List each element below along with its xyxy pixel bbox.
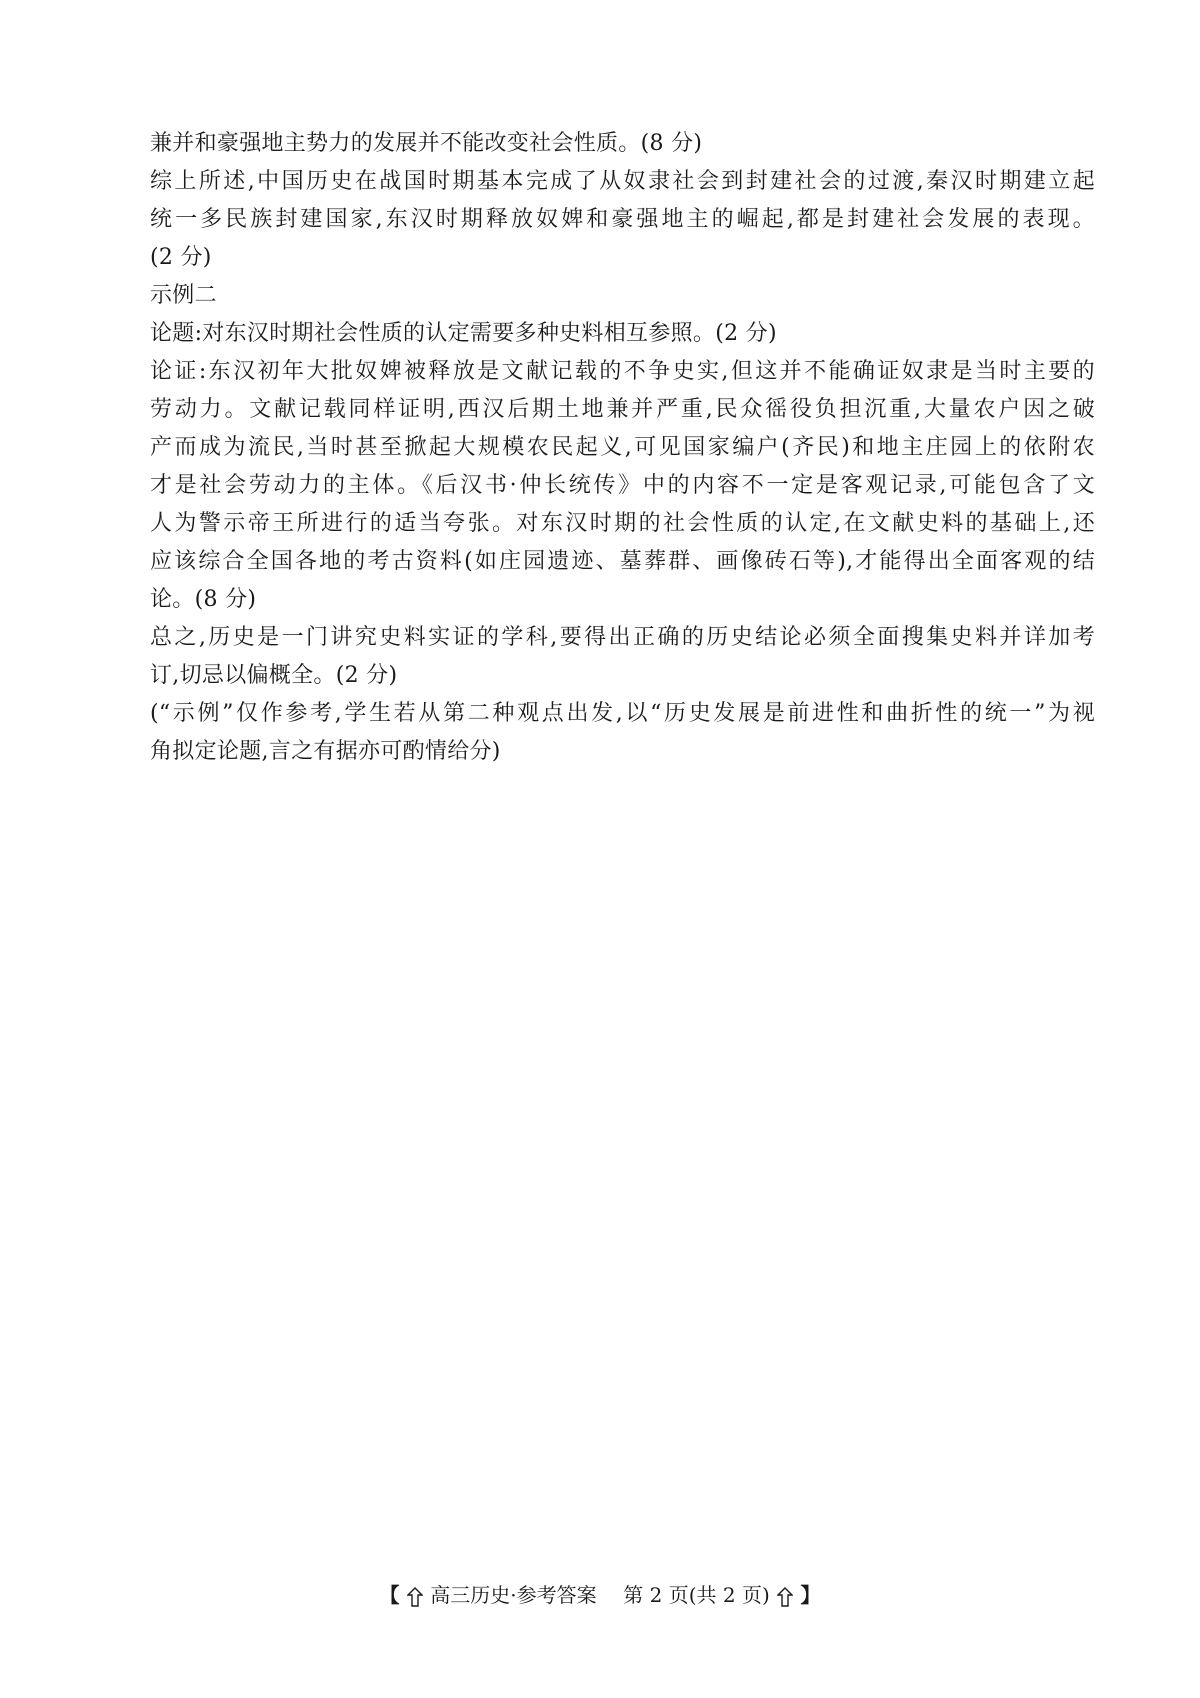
example-two-heading: 示例二 xyxy=(150,283,217,308)
argument-line-3: 产而成为流民,当时甚至掀起大规模农民起义,可见国家编户(齐民)和地主庄园上的依附农 xyxy=(150,435,1095,460)
text-line-1: 兼并和豪强地主势力的发展并不能改变社会性质。(8 分) xyxy=(150,131,703,156)
argument-line-2: 劳动力。文献记载同样证明,西汉后期土地兼并严重,民众徭役负担沉重,大量农户因之破 xyxy=(150,397,1095,422)
up-arrow-icon xyxy=(407,1585,423,1605)
note-line-2: 角拟定论题,言之有据亦可酌情给分) xyxy=(150,739,501,764)
text-line-2: 综上所述,中国历史在战国时期基本完成了从奴隶社会到封建社会的过渡,秦汉时期建立起 xyxy=(150,169,1095,194)
note-line-1: (“示例”仅作参考,学生若从第二种观点出发,以“历史发展是前进性和曲折性的统一”为视 xyxy=(150,701,1095,726)
footer-page-info: 第 2 页(共 2 页) xyxy=(623,1582,770,1607)
page-footer xyxy=(0,1578,1200,1610)
up-arrow-icon xyxy=(777,1585,793,1605)
thesis-line: 论题:对东汉时期社会性质的认定需要多种史料相互参照。(2 分) xyxy=(150,321,777,346)
text-line-3: 统一多民族封建国家,东汉时期释放奴婢和豪强地主的崛起,都是封建社会发展的表现。 xyxy=(150,207,1095,232)
argument-line-5: 人为警示帝王所进行的适当夸张。对东汉时期的社会性质的认定,在文献史料的基础上,还 xyxy=(150,511,1095,536)
footer-left-bracket: 【 xyxy=(379,1582,400,1607)
argument-line-1: 论证:东汉初年大批奴婢被释放是文献记载的不争史实,但这并不能确证奴隶是当时主要的 xyxy=(150,359,1095,384)
answer-body xyxy=(150,125,1095,771)
text-line-4: (2 分) xyxy=(150,245,212,270)
footer-right-bracket: 】 xyxy=(800,1582,821,1607)
footer-title: 高三历史·参考答案 xyxy=(430,1582,597,1607)
conclusion-line-1: 总之,历史是一门讲究史料实证的学科,要得出正确的历史结论必须全面搜集史料并详加考 xyxy=(150,625,1095,650)
argument-line-7: 论。(8 分) xyxy=(150,587,257,612)
conclusion-line-2: 订,切忌以偏概全。(2 分) xyxy=(150,663,398,688)
argument-line-6: 应该综合全国各地的考古资料(如庄园遗迹、墓葬群、画像砖石等),才能得出全面客观的结 xyxy=(150,549,1095,574)
argument-line-4: 才是社会劳动力的主体。《后汉书·仲长统传》中的内容不一定是客观记录,可能包含了文 xyxy=(150,473,1095,498)
